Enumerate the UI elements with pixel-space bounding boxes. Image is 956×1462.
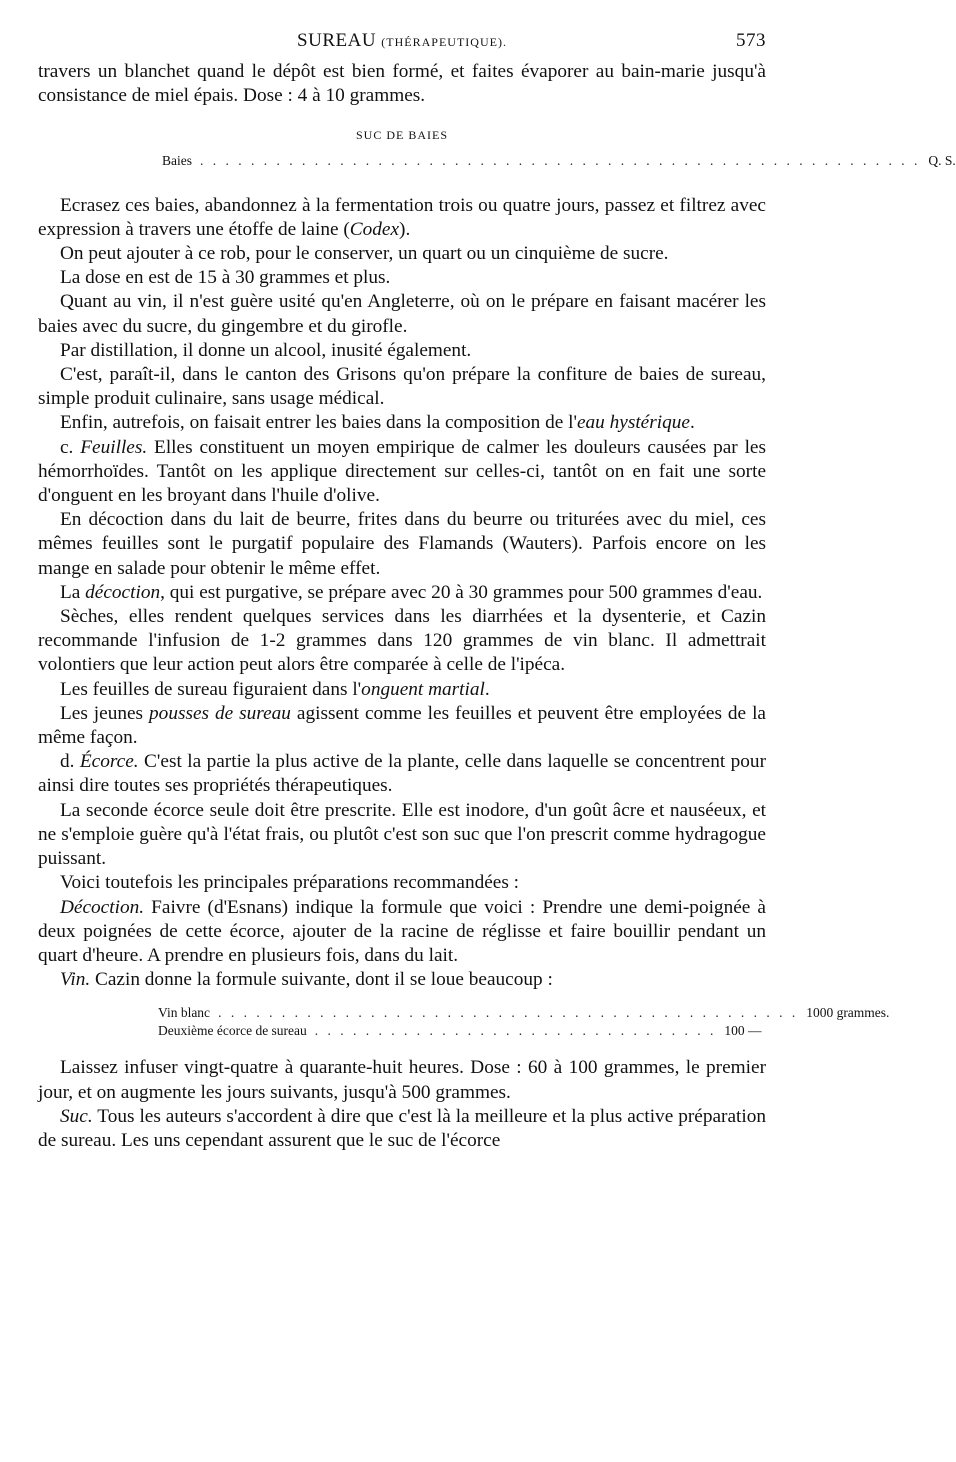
- term-onguent-martial: onguent martial: [361, 678, 485, 700]
- paragraph: C'est, paraît-il, dans le canton des Grisons qu'on prépare la confiture de baies de sureau, simple produit culinaire, sans usage médical.: [38, 364, 766, 410]
- section-heading-feuilles: Feuilles.: [80, 436, 148, 458]
- paragraph: La décoction, qui est purgative, se prépare avec 20 à 30 grammes pour 500 grammes d'eau.: [60, 581, 763, 603]
- paragraph: Voici toutefois les principales préparations recommandées :: [60, 872, 520, 894]
- recipe-quantity: 100 —: [724, 1023, 762, 1039]
- leader-dots: . . . . . . . . . . . . . . . . . . . . . . . . . . . . . . . . . . . . . . . . . . . . . .: [218, 1005, 799, 1021]
- recipe-ingredient: Baies: [162, 152, 192, 168]
- recipe-line: [162, 152, 956, 170]
- leader-dots: . . . . . . . . . . . . . . . . . . . . . . . . . . . . . . . . . . . . . . . . . . . . . . . . . . . . . . . . .: [200, 152, 921, 168]
- term-eau-hysterique: eau hystérique: [576, 412, 690, 434]
- recipe-title-suc-de-baies: SUC DE BAIES: [355, 128, 448, 143]
- run-in-heading-decoction: Décoction.: [60, 896, 145, 918]
- recipe-quantity: Q. S.: [928, 152, 956, 168]
- run-in-heading-suc: Suc.: [60, 1105, 93, 1127]
- leader-dots: . . . . . . . . . . . . . . . . . . . . . . . . . . . . . . . .: [314, 1023, 717, 1039]
- paragraph-continuation: travers un blanchet quand le dépôt est bien formé, et faites évaporer au bain-marie jusqu'à consistance de miel épais. Dose : 4 à 10 grammes.: [38, 61, 766, 107]
- paragraph: Enfin, autrefois, on faisait entrer les baies dans la composition de l'eau hystérique.: [60, 412, 695, 434]
- paragraph: On peut ajouter à ce rob, pour le conserver, un quart ou un cinquième de sucre.: [60, 243, 669, 265]
- page-header: [38, 30, 766, 58]
- run-in-heading-vin: Vin.: [60, 969, 91, 991]
- section-ecorce: d. Écorce. C'est la partie la plus active de la plante, celle dans laquelle se concentrent pour ainsi dire toutes ses propriétés thérapeutiques.: [38, 751, 766, 797]
- body-text: [38, 60, 956, 1153]
- running-title: [38, 30, 766, 52]
- running-title-sub: (THÉRAPEUTIQUE).: [381, 35, 507, 49]
- recipe-line: [158, 1022, 762, 1040]
- recipe-line: [158, 1004, 890, 1022]
- section-feuilles: c. Feuilles. Elles constituent un moyen empirique de calmer les douleurs causées par les hémorrhoïdes. Tantôt on les applique directement sur celles-ci, tantôt on en fait une sorte d'onguent en les broyant dans l'huile d'olive.: [38, 436, 766, 507]
- term-decoction: décoction: [85, 581, 161, 603]
- paragraph: Quant au vin, il n'est guère usité qu'en Angleterre, où on le prépare en faisant macérer les baies avec du sucre, du gingembre et du girofle.: [38, 291, 766, 337]
- paragraph: Les feuilles de sureau figuraient dans l'onguent martial.: [60, 678, 490, 700]
- paragraph: Laissez infuser vingt-quatre à quarante-huit heures. Dose : 60 à 100 grammes, le premier jour, et on augmente les jours suivants, jusqu'à 500 grammes.: [38, 1057, 766, 1103]
- paragraph-vin: Vin. Cazin donne la formule suivante, dont il se loue beaucoup :: [60, 969, 553, 991]
- paragraph-suc: Suc. Tous les auteurs s'accordent à dire que c'est là la meilleure et la plus active préparation de sureau. Les uns cependant assurent que le suc de l'écorce: [38, 1105, 766, 1151]
- paragraph: Ecrasez ces baies, abandonnez à la fermentation trois ou quatre jours, passez et filtrez avec expression à travers une étoffe de laine (Codex).: [38, 194, 766, 240]
- running-title-main: SUREAU: [297, 30, 377, 51]
- citation-codex: Codex: [349, 218, 400, 240]
- paragraph-decoction: Décoction. Faivre (d'Esnans) indique la formule que voici : Prendre une demi-poignée à deux poignées de cette écorce, ajouter de la racine de réglisse et faire bouillir pendant un quart d'heure. A prendre en plusieurs fois, dans du lait.: [38, 896, 766, 966]
- paragraph: Par distillation, il donne un alcool, inusité également.: [60, 339, 472, 361]
- paragraph: Sèches, elles rendent quelques services dans les diarrhées et la dysenterie, et Cazin recommande l'infusion de 1-2 grammes dans 120 grammes de vin blanc. Il admettrait volontiers que leur action peut alors être comparée à celle de l'ipéca.: [38, 606, 766, 676]
- paragraph: La dose en est de 15 à 30 grammes et plus.: [60, 267, 391, 289]
- recipe-quantity: 1000 grammes.: [806, 1005, 890, 1021]
- paragraph: En décoction dans du lait de beurre, frites dans du beurre ou triturées avec du miel, ces mêmes feuilles sont le purgatif populaire des Flamands (Wauters). Parfois encore on les mange en salade pour obtenir le même effet.: [38, 509, 766, 579]
- paragraph: Les jeunes pousses de sureau agissent comme les feuilles et peuvent être employées de la même façon.: [38, 702, 766, 749]
- recipe-ingredient: Deuxième écorce de sureau: [158, 1023, 307, 1039]
- paragraph: La seconde écorce seule doit être prescrite. Elle est inodore, d'un goût âcre et nauséeux, et ne s'emploie guère qu'à l'état frais, ou plutôt c'est son suc que l'on prescrit comme hydragogue puissant.: [38, 799, 766, 870]
- recipe-ingredient: Vin blanc: [158, 1005, 211, 1021]
- recipe-suc-de-baies: [162, 152, 956, 170]
- term-pousses: pousses de sureau: [149, 702, 291, 724]
- recipe-vin: [158, 1004, 890, 1040]
- section-heading-ecorce: Écorce.: [79, 751, 139, 773]
- page-number: 573: [736, 30, 766, 51]
